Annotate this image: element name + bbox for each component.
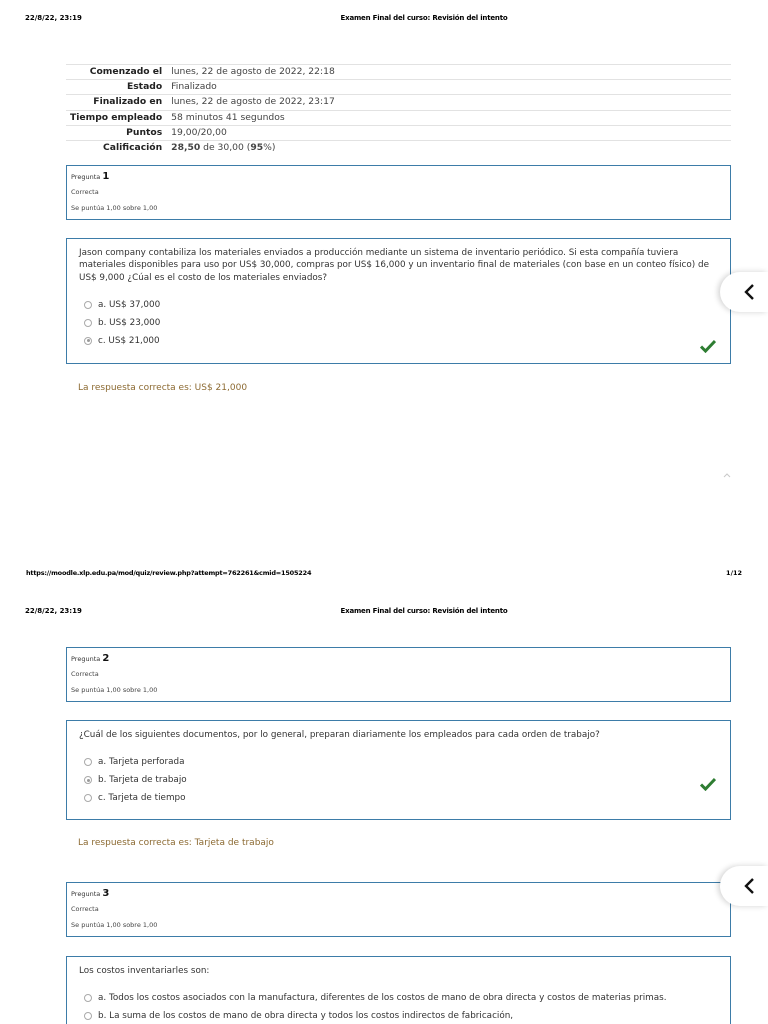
summary-row xyxy=(66,125,731,140)
question-text: Los costos inventariarles son: xyxy=(79,966,210,976)
drawer-toggle-button[interactable] xyxy=(720,272,768,312)
summary-row xyxy=(66,140,731,155)
question-content-1 xyxy=(66,238,731,364)
question-prefix: Pregunta xyxy=(71,890,101,898)
print-title: Examen Final del curso: Revisión del intento xyxy=(340,607,508,615)
question-number xyxy=(71,652,726,666)
summary-value: lunes, 22 de agosto de 2022, 23:17 xyxy=(167,95,731,110)
summary-row xyxy=(66,95,731,110)
answer-option-c[interactable] xyxy=(79,332,718,350)
summary-label: Calificación xyxy=(66,140,167,155)
answer-option-a[interactable] xyxy=(79,753,718,771)
radio-button[interactable] xyxy=(84,301,92,309)
question-content-2 xyxy=(66,720,731,820)
option-label: b. US$ 23,000 xyxy=(98,317,161,328)
print-date: 22/8/22, 23:19 xyxy=(25,607,82,615)
print-header xyxy=(0,607,768,621)
question-score: Se puntúa 1,00 sobre 1,00 xyxy=(71,686,158,694)
option-label: a. Tarjeta perforada xyxy=(98,757,185,768)
check-icon xyxy=(700,339,716,353)
print-date: 22/8/22, 23:19 xyxy=(25,14,82,22)
summary-row xyxy=(66,80,731,95)
grade-points: 28,50 xyxy=(171,142,201,154)
question-prefix: Pregunta xyxy=(71,173,101,181)
grade-percent-sign: %) xyxy=(263,142,276,154)
drawer-toggle-button[interactable] xyxy=(720,866,768,906)
question-number-value: 1 xyxy=(102,171,110,182)
answer-option-b[interactable] xyxy=(79,771,718,789)
summary-label: Finalizado en xyxy=(66,95,167,110)
question-score: Se puntúa 1,00 sobre 1,00 xyxy=(71,921,158,929)
summary-row xyxy=(66,65,731,80)
question-number-value: 2 xyxy=(102,653,110,664)
radio-button-selected[interactable] xyxy=(84,776,92,784)
question-text: Jason company contabiliza los materiales enviados a producción mediante un sistema de inventario periódico. Si esta compañía tuviera materiales disponibles para uso por US$ 30,000, compras por US$ 16,000 y un inventario final de materiales (con base en un conteo físico) de US$ 9,000 ¿Cúal es el costo de los materiales enviados? xyxy=(79,248,709,283)
question-score: Se puntúa 1,00 sobre 1,00 xyxy=(71,204,158,212)
question-info-3 xyxy=(66,882,731,937)
summary-label: Estado xyxy=(66,80,167,95)
option-label: c. Tarjeta de tiempo xyxy=(98,793,186,804)
summary-label: Tiempo empleado xyxy=(66,110,167,125)
question-status: Correcta xyxy=(71,670,99,678)
answer-options xyxy=(79,296,718,350)
summary-value: lunes, 22 de agosto de 2022, 22:18 xyxy=(167,65,731,80)
radio-button[interactable] xyxy=(84,319,92,327)
question-status: Correcta xyxy=(71,905,99,913)
radio-button-selected[interactable] xyxy=(84,337,92,345)
answer-option-b[interactable] xyxy=(79,314,718,332)
grade-value xyxy=(167,140,731,155)
print-title: Examen Final del curso: Revisión del intento xyxy=(340,14,508,22)
radio-button[interactable] xyxy=(84,1012,92,1020)
option-label: a. US$ 37,000 xyxy=(98,299,161,310)
print-page-number: 1/12 xyxy=(726,569,742,577)
chevron-up-icon[interactable] xyxy=(722,471,732,479)
correct-answer-feedback: La respuesta correcta es: Tarjeta de trabajo xyxy=(78,838,274,848)
answer-options xyxy=(79,989,718,1024)
summary-label: Puntos xyxy=(66,125,167,140)
summary-row xyxy=(66,110,731,125)
chevron-left-icon xyxy=(742,877,756,895)
summary-label: Comenzado el xyxy=(66,65,167,80)
option-label: b. La suma de los costos de mano de obra directa y todos los costos indirectos de fabricación, xyxy=(98,1011,514,1022)
question-prefix: Pregunta xyxy=(71,655,101,663)
question-text: ¿Cuál de los siguientes documentos, por lo general, preparan diariamente los empleados para cada orden de trabajo? xyxy=(79,730,600,740)
answer-option-a[interactable] xyxy=(79,989,718,1007)
answer-option-c[interactable] xyxy=(79,789,718,807)
radio-button[interactable] xyxy=(84,794,92,802)
radio-button[interactable] xyxy=(84,758,92,766)
option-label: a. Todos los costos asociados con la manufactura, diferentes de los costos de mano de obra directa y costos de materias primas. xyxy=(98,993,667,1004)
answer-option-b[interactable] xyxy=(79,1007,718,1024)
question-info-2 xyxy=(66,647,731,702)
attempt-summary-table xyxy=(66,64,731,156)
question-number xyxy=(71,170,726,184)
question-number xyxy=(71,887,726,901)
radio-button[interactable] xyxy=(84,994,92,1002)
answer-options xyxy=(79,753,718,807)
option-label: c. US$ 21,000 xyxy=(98,335,160,346)
correct-answer-feedback: La respuesta correcta es: US$ 21,000 xyxy=(78,383,248,393)
grade-total: de 30,00 ( xyxy=(200,142,251,154)
question-status: Correcta xyxy=(71,188,99,196)
chevron-left-icon xyxy=(742,283,756,301)
print-url: https://moodle.xlp.edu.pa/mod/quiz/review.php?attempt=762261&cmid=1505224 xyxy=(26,569,312,577)
question-number-value: 3 xyxy=(102,888,110,899)
summary-value: Finalizado xyxy=(167,80,731,95)
summary-value: 19,00/20,00 xyxy=(167,125,731,140)
answer-option-a[interactable] xyxy=(79,296,718,314)
summary-value: 58 minutos 41 segundos xyxy=(167,110,731,125)
print-header xyxy=(0,14,768,28)
option-label: b. Tarjeta de trabajo xyxy=(98,775,187,786)
check-icon xyxy=(700,777,716,791)
question-info-1 xyxy=(66,165,731,220)
question-content-3 xyxy=(66,956,731,1024)
grade-percent: 95 xyxy=(250,142,264,154)
